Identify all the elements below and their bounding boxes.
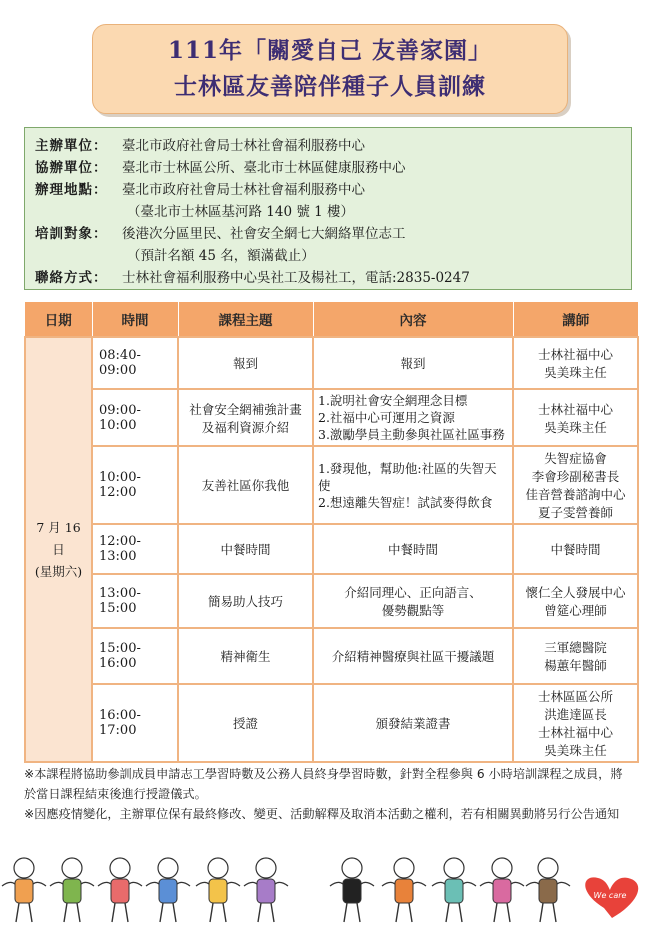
speaker-cell [513,446,638,524]
header-topic: 課程主題 [178,302,313,337]
organizer-row [35,135,621,157]
venue-address: （臺北市士林區基河路 140 號 1 樓） [127,204,355,220]
speaker-cell [513,574,638,628]
topic-cell-line: 中餐時間 [220,542,271,557]
speaker-cell [513,524,638,574]
co-organizer-label: 協辦單位： [35,160,108,176]
person-figure [98,858,142,922]
topic-cell [178,337,313,389]
content-cell [313,446,513,524]
schedule-row [25,628,638,684]
person-figure [480,858,524,922]
content-cell-line: 2.社福中心可運用之資源 [318,410,455,425]
speaker-cell-line: 士林區區公所 [537,689,613,704]
content-cell [313,574,513,628]
person-figure [432,858,476,922]
note-2: ※因應疫情變化，主辦單位保有最終修改、變更、活動解釋及取消本活動之權利，若有相關異動將另行公告通知 [24,807,620,821]
speaker-cell-line: 洪進達區長 [544,707,607,722]
content-cell-line: 中餐時間 [387,542,438,557]
content-cell [313,628,513,684]
topic-cell [178,684,313,762]
venue-row [35,179,621,201]
topic-cell-line: 精神衛生 [220,649,271,664]
speaker-cell-line: 失智症協會 [544,451,607,466]
audience-label: 培訓對象： [35,226,108,242]
header-content: 內容 [313,302,513,337]
time-cell: 08:40-09:00 [92,337,178,389]
speaker-cell [513,337,638,389]
venue-label: 辦理地點： [35,182,108,198]
speaker-cell-line: 佳音營養諮詢中心 [525,487,626,502]
schedule-header-row [25,302,638,337]
schedule-row [25,337,638,389]
schedule-row [25,524,638,574]
venue-value: 臺北市政府社會局士林社會福利服務中心 [122,182,365,198]
schedule-row [25,389,638,446]
content-cell-line: 3.激勵學員主動參與社區社區事務 [318,427,505,442]
person-figure [196,858,240,922]
topic-cell-line: 社會安全網補強計畫 [189,401,302,417]
speaker-cell [513,389,638,446]
person-figure [244,858,288,922]
speaker-cell-line: 吳美珠主任 [544,743,607,758]
schedule-row [25,684,638,762]
title-line-2: 士林區友善陪伴種子人員訓練 [174,73,486,100]
speaker-cell-line: 中餐時間 [550,542,601,557]
time-cell: 16:00-17:00 [92,684,178,762]
content-cell-line: 介紹精神醫療與社區干擾議題 [331,649,495,664]
topic-cell-line: 簡易助人技巧 [207,594,283,609]
co-organizer-value: 臺北市士林區公所、臺北市士林區健康服務中心 [122,160,406,176]
content-cell [313,684,513,762]
speaker-cell-line: 夏子雯營養師 [537,505,613,520]
schedule-table [24,302,639,763]
event-info-box [24,127,632,290]
header-date: 日期 [25,302,92,337]
person-figure [330,858,374,922]
we-care-heart-badge [585,877,638,918]
speaker-cell-line: 三軍總醫院 [544,640,607,655]
date-text: (星期六) [34,563,83,579]
person-figure [382,858,426,922]
person-figure [526,858,570,922]
time-cell: 09:00-10:00 [92,389,178,446]
topic-cell-line: 授證 [232,716,258,731]
audience-note: （預計名額 45 名，額滿截止） [127,248,315,264]
content-cell-line: 頒發結業證書 [375,716,451,731]
person-figure [146,858,190,922]
speaker-cell-line: 士林社福中心 [537,401,613,417]
contact-label: 聯絡方式： [35,270,108,286]
date-text: 7 月 16 日 [36,519,81,557]
speaker-cell-line: 士林社福中心 [537,725,613,740]
topic-cell-line: 及福利資源介紹 [201,419,290,435]
speaker-cell-line: 吳美珠主任 [544,365,607,380]
speaker-cell-line: 李會珍副秘書長 [531,469,620,484]
topic-cell [178,574,313,628]
header-time: 時間 [92,302,178,337]
topic-cell-line: 友善社區你我他 [201,478,290,493]
content-cell-line: 1.發現他，幫助他:社區的失智天使 [318,460,497,493]
speaker-cell [513,684,638,762]
speaker-cell-line: 吳美珠主任 [544,419,607,435]
title-banner [92,24,568,114]
content-cell [313,524,513,574]
audience-row [35,223,621,245]
content-cell [313,389,513,446]
topic-cell [178,446,313,524]
notes-section [24,764,634,824]
speaker-cell-line: 曾筵心理師 [544,603,607,618]
header-speaker: 講師 [513,302,638,337]
time-cell: 12:00-13:00 [92,524,178,574]
time-cell: 10:00-12:00 [92,446,178,524]
speaker-cell [513,628,638,684]
audience-value: 後港次分區里民、社會安全網七大網絡單位志工 [122,226,406,242]
content-cell-line: 介紹同理心、正向語言、 [344,585,482,600]
note-1: ※本課程將協助參訓成員申請志工學習時數及公務人員終身學習時數，針對全程參與 6 小時培訓課程之成員，將於當日課程結束後進行授證儀式。 [24,767,623,801]
title-line-1: 111年「關愛自己 友善家園」 [167,37,493,64]
content-cell [313,337,513,389]
speaker-cell-line: 懷仁全人發展中心 [525,585,626,600]
speaker-cell-line: 士林社福中心 [537,347,613,362]
content-cell-line: 1.說明社會安全網理念目標 [318,393,468,408]
organizer-value: 臺北市政府社會局士林社會福利服務中心 [122,138,365,154]
topic-cell [178,389,313,446]
date-cell [25,337,92,762]
content-cell-line: 優勢觀點等 [381,603,445,618]
time-cell: 15:00-16:00 [92,628,178,684]
topic-cell [178,628,313,684]
speaker-cell-line: 楊蕙年醫師 [544,658,607,673]
people-figures [2,858,570,922]
schedule-row [25,574,638,628]
content-cell-line: 報到 [400,356,426,371]
co-organizer-row [35,157,621,179]
schedule-row [25,446,638,524]
topic-cell [178,524,313,574]
topic-cell-line: 報到 [232,356,258,371]
content-cell-line: 2.想遠離失智症！試試麥得飲食 [318,494,493,510]
organizer-label: 主辦單位： [35,138,108,154]
contact-value: 士林社會福利服務中心吳社工及楊社工，電話:2835-0247 [122,270,470,286]
we-care-text: We care [593,891,627,900]
person-figure [50,858,94,922]
time-cell: 13:00-15:00 [92,574,178,628]
contact-row [35,267,621,289]
people-chain-illustration [0,846,658,931]
person-figure [2,858,46,922]
